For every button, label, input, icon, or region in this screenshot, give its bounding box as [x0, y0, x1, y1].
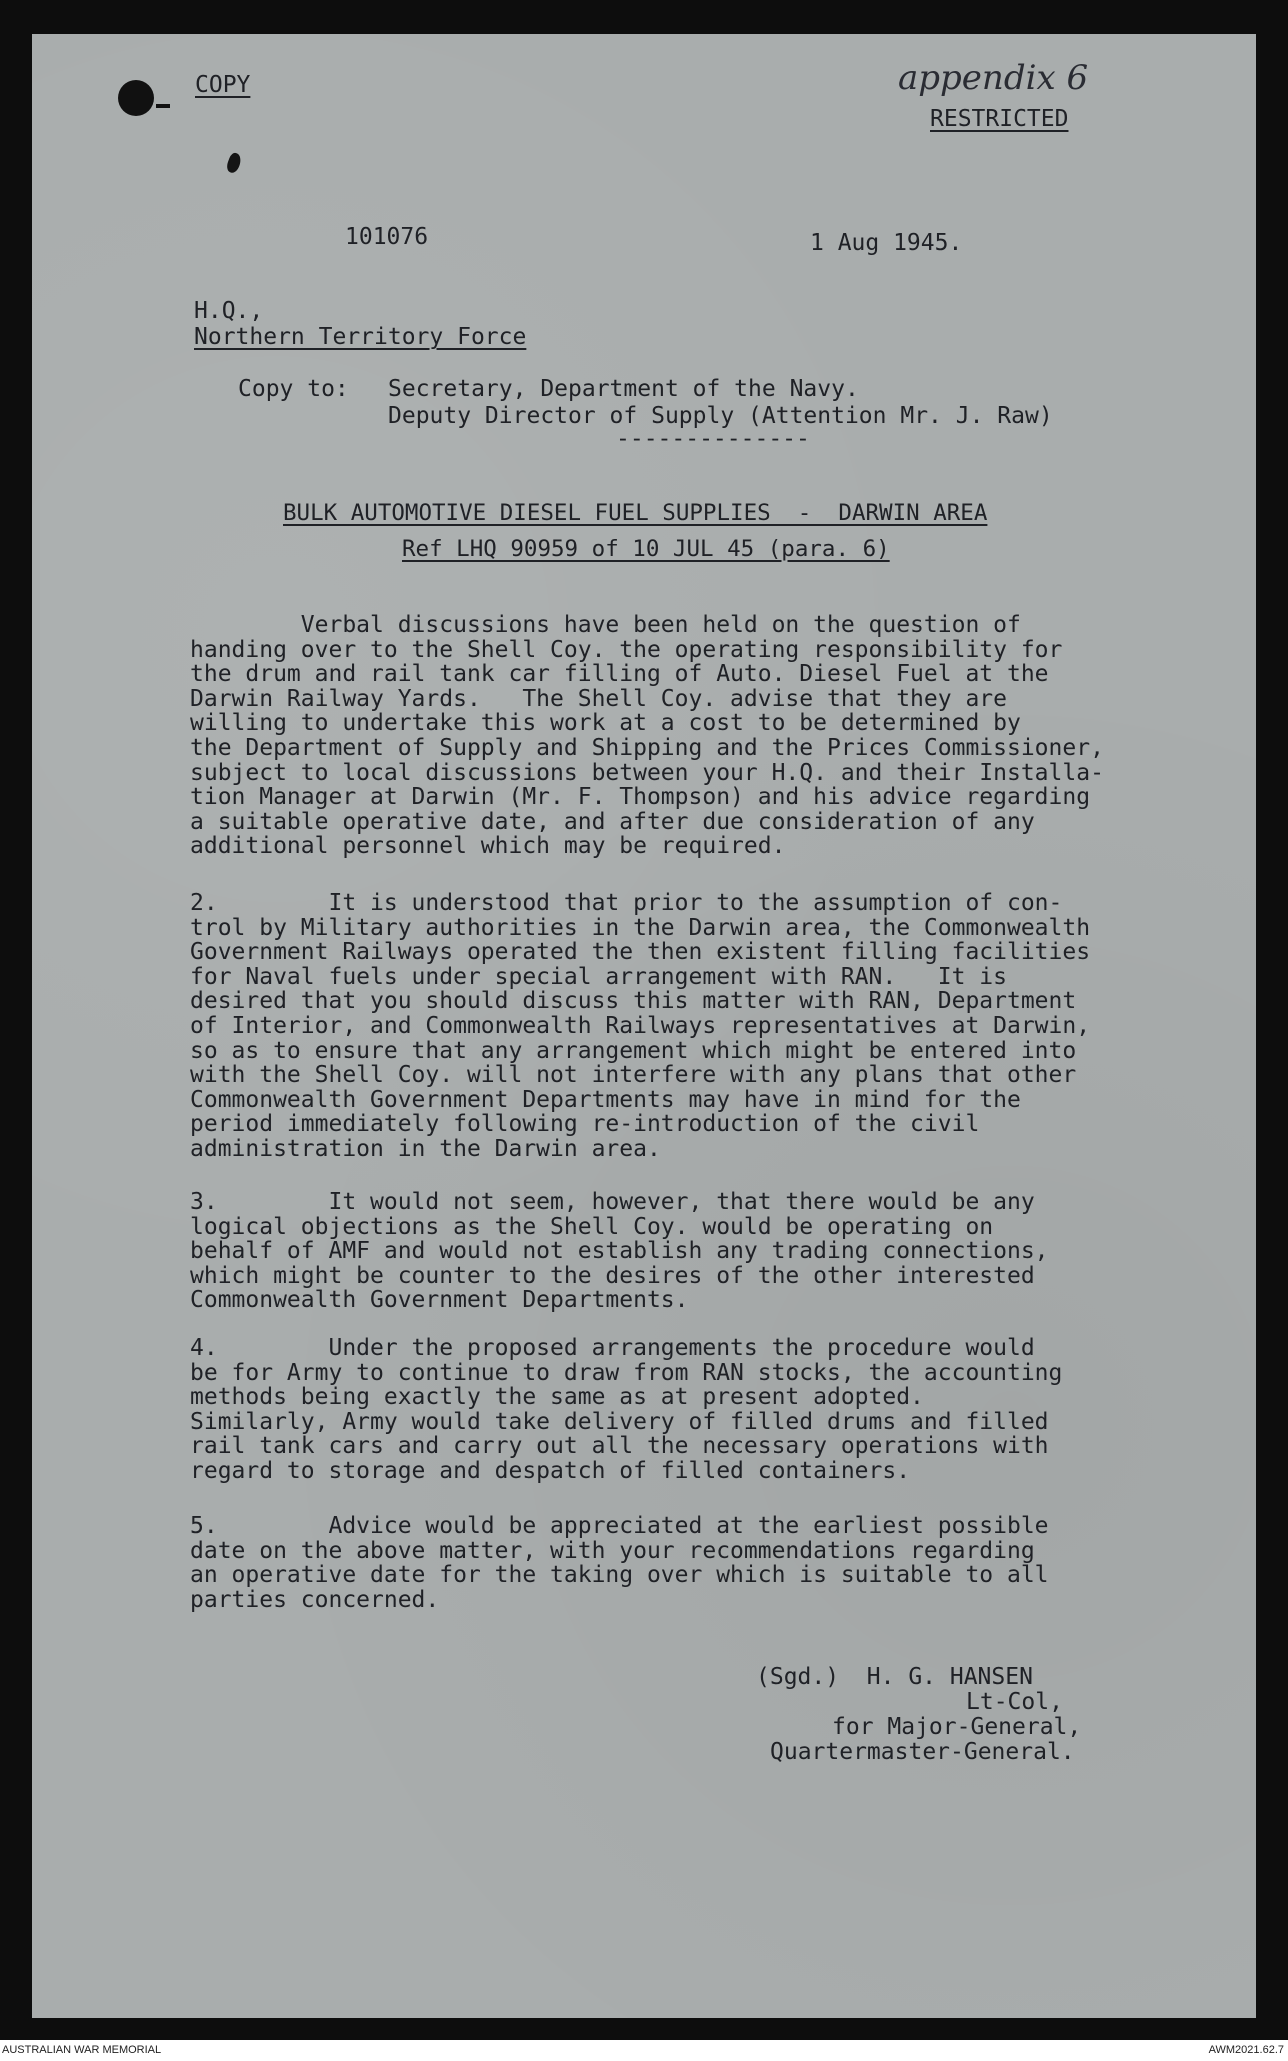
copy-label: COPY: [195, 72, 251, 98]
classification-label: RESTRICTED: [930, 106, 1069, 132]
copy-to-label: Copy to:: [238, 376, 349, 402]
paragraph-4-line: methods being exactly the same as at present adopted.: [190, 1384, 924, 1411]
handwritten-note: appendix 6: [898, 58, 1089, 98]
paragraph-2-line: Commonwealth Government Departments may have in mind for the: [190, 1086, 1021, 1113]
paragraph-1-line: willing to undertake this work at a cost to be determined by: [190, 710, 1021, 737]
signature-line-4: Quartermaster-General.: [770, 1739, 1075, 1765]
reference-number: 101076: [345, 224, 429, 250]
paragraph-1-line: tion Manager at Darwin (Mr. F. Thompson) and his advice regarding: [190, 784, 1091, 811]
footer-right: AWM2021.62.7: [1208, 2044, 1284, 2056]
paragraph-2-line: of Interior, and Commonwealth Railways representatives at Darwin,: [190, 1013, 1091, 1039]
paragraph-1-line: subject to local discussions between your H.Q. and their Installa-: [190, 759, 1104, 786]
paragraph-3-line: logical objections as the Shell Coy. would be operating on: [190, 1213, 994, 1240]
paragraph-4-line: 4. Under the proposed arrangements the procedure would: [190, 1335, 1035, 1361]
paragraph-1-line: Darwin Railway Yards. The Shell Coy. advise that they are: [190, 685, 1007, 712]
paragraph-1-line: the Department of Supply and Shipping and the Prices Commissioner,: [190, 735, 1104, 761]
paragraph-4-line: Similarly, Army would take delivery of filled drums and filled: [190, 1408, 1049, 1435]
paragraph-2-line: desired that you should discuss this matter with RAN, Department: [190, 988, 1077, 1015]
addressee-line-2: Northern Territory Force: [194, 324, 527, 350]
punch-hole: [118, 80, 154, 116]
copy-to-rule: --------------: [616, 426, 810, 452]
paragraph-4-line: be for Army to continue to draw from RAN stocks, the accounting: [190, 1359, 1063, 1386]
paragraph-1-line: a suitable operative date, and after due consideration of any: [190, 808, 1035, 835]
paragraph-5-line: an operative date for the taking over which is suitable to all: [190, 1562, 1049, 1589]
paragraph-1-line: Verbal discussions have been held on the question of: [190, 612, 1021, 638]
paragraph-2-line: period immediately following re-introduction of the civil: [190, 1111, 980, 1138]
paragraph-1-line: the drum and rail tank car filling of Auto. Diesel Fuel at the: [190, 661, 1049, 688]
footer-left: AUSTRALIAN WAR MEMORIAL: [2, 2044, 162, 2056]
ink-mark: [156, 104, 170, 108]
signature-line-2: Lt-Col,: [966, 1689, 1063, 1715]
subject-line-1: BULK AUTOMOTIVE DIESEL FUEL SUPPLIES - DARWIN AREA: [283, 500, 988, 526]
paragraph-2-line: administration in the Darwin area.: [190, 1136, 661, 1162]
paragraph-2-line: trol by Military authorities in the Darwin area, the Commonwealth: [190, 914, 1091, 941]
paragraph-3-line: which might be counter to the desires of the other interested: [190, 1262, 1035, 1289]
signature-line-1: (Sgd.) H. G. HANSEN: [756, 1664, 1033, 1690]
copy-to-line-1: Secretary, Department of the Navy.: [388, 376, 859, 402]
subject-line-2: Ref LHQ 90959 of 10 JUL 45 (para. 6): [402, 536, 890, 562]
paragraph-5-line: date on the above matter, with your recommendations regarding: [190, 1537, 1035, 1564]
paragraph-4-line: rail tank cars and carry out all the necessary operations with: [190, 1433, 1049, 1460]
paragraph-2-line: 2. It is understood that prior to the assumption of con-: [190, 890, 1063, 916]
letter-date: 1 Aug 1945.: [810, 230, 963, 256]
paragraph-2-line: so as to ensure that any arrangement which might be entered into: [190, 1037, 1077, 1064]
paragraph-3-line: Commonwealth Government Departments.: [190, 1287, 689, 1314]
paragraph-4-line: regard to storage and despatch of filled containers.: [190, 1458, 911, 1484]
paragraph-1-line: handing over to the Shell Coy. the operating responsibility for: [190, 636, 1063, 663]
paragraph-3-line: behalf of AMF and would not establish any trading connections,: [190, 1238, 1049, 1265]
paragraph-3-line: 3. It would not seem, however, that there would be any: [190, 1189, 1035, 1215]
paragraph-5-line: 5. Advice would be appreciated at the earliest possible: [190, 1513, 1049, 1539]
signature-line-3: for Major-General,: [832, 1714, 1082, 1740]
paragraph-1-line: additional personnel which may be required.: [190, 833, 786, 860]
paragraph-2-line: with the Shell Coy. will not interfere with any plans that other: [190, 1062, 1077, 1089]
addressee-line-1: H.Q.,: [194, 298, 264, 324]
copy-to-line-2: Deputy Director of Supply (Attention Mr. J. Raw): [388, 403, 1053, 429]
paragraph-5-line: parties concerned.: [190, 1586, 440, 1613]
paragraph-2-line: for Naval fuels under special arrangement with RAN. It is: [190, 963, 1007, 990]
paragraph-2-line: Government Railways operated the then existent filling facilities: [190, 939, 1091, 966]
